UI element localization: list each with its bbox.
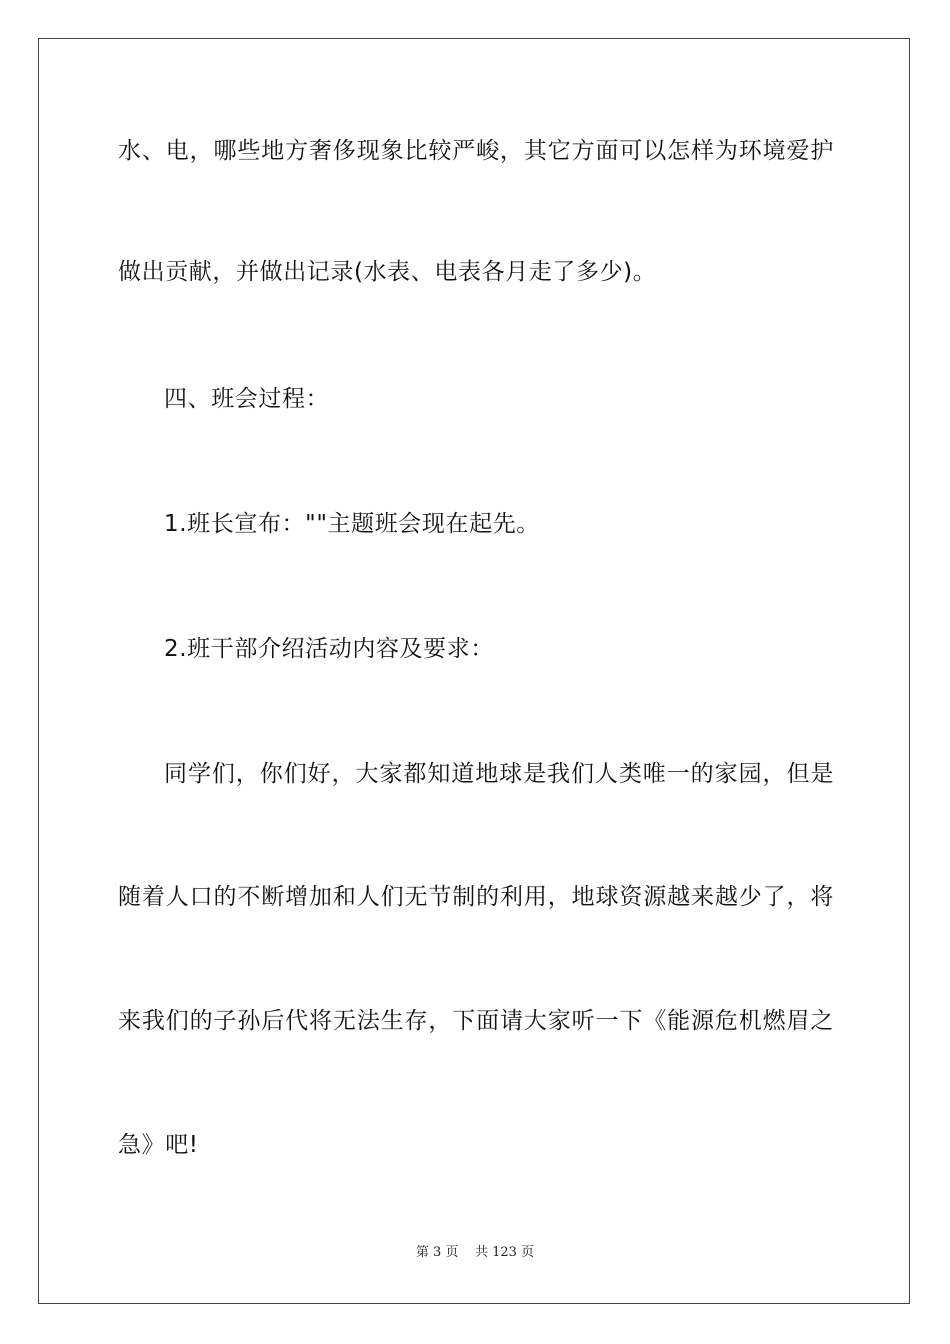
paragraph-line-8: 来我们的子孙后代将无法生存，下面请大家听一下《能源危机燃眉之 — [118, 1008, 834, 1034]
paragraph-line-6: 同学们，你们好，大家都知道地球是我们人类唯一的家园，但是 — [164, 761, 834, 787]
list-item-1: 1.班长宣布：""主题班会现在起先。 — [164, 511, 540, 537]
page-footer — [0, 1245, 950, 1261]
paragraph-line-7: 随着人口的不断增加和人们无节制的利用，地球资源越来越少了，将 — [118, 884, 834, 910]
section-heading: 四、班会过程： — [164, 386, 330, 412]
paragraph-line-9: 急》吧! — [118, 1132, 199, 1158]
page-border — [38, 38, 910, 1304]
paragraph-line-1: 水、电，哪些地方奢侈现象比较严峻，其它方面可以怎样为环境爱护 — [118, 138, 834, 164]
page-number-label: 第 3 页 共 123 页 — [415, 1245, 535, 1260]
list-item-2: 2.班干部介绍活动内容及要求： — [164, 636, 494, 662]
paragraph-line-2: 做出贡献，并做出记录(水表、电表各月走了多少)。 — [118, 259, 657, 285]
